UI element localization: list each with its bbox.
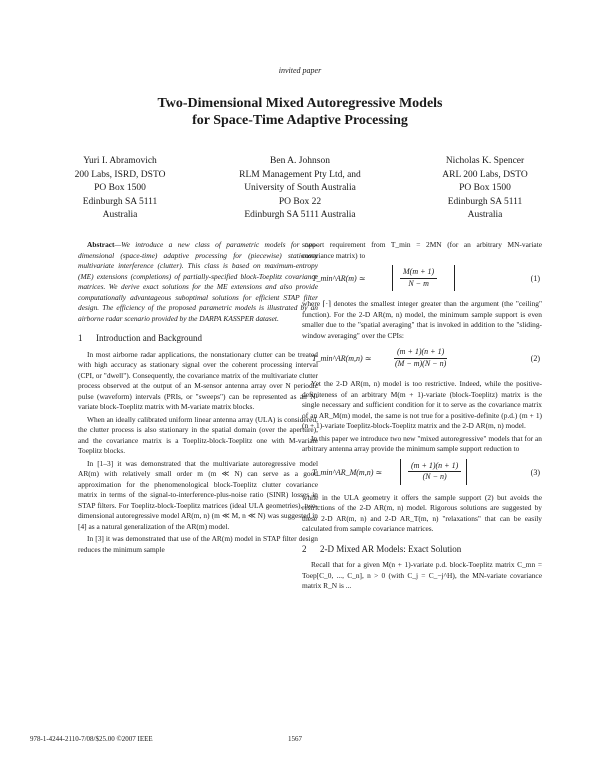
section-number: 2	[302, 543, 307, 554]
equation-number: (2)	[530, 354, 540, 363]
title-line-1: Two-Dimensional Mixed Autoregressive Models	[157, 96, 443, 111]
author-affiliation-line: 200 Labs, ISRD, DSTO	[74, 169, 166, 180]
author-block-3	[405, 155, 565, 223]
body-paragraph: Yet the 2-D AR(m, n) model is too restrictive. Indeed, while the positive-definiteness of an arbitrary M(m + 1)-variate (block-Toeplitz) matrix is the single necessary and sufficient condition for it to serve as the covariance matrix of an AR_M(m) model, the same is not true for a positive-definite (p.d.) (m + 1)(n + 1)-variate Toeplitz-block-Toeplitz matrix and the 2-D AR(m, n) model.	[302, 379, 542, 430]
paper-title	[0, 95, 600, 129]
author-affiliation-line: ARL 200 Labs, DSTO	[442, 169, 528, 180]
author-affiliation-line: Australia	[102, 210, 138, 220]
author-affiliation-line: PO Box 1500	[459, 183, 511, 193]
body-paragraph: support requirement from T_min = 2MN (for an arbitrary MN-variate covariance matrix) to	[302, 240, 542, 260]
title-line-2: for Space-Time Adaptive Processing	[192, 113, 408, 128]
author-block-1	[40, 155, 200, 223]
abstract-label: Abstract	[87, 240, 115, 249]
equation-3	[302, 459, 542, 489]
footer-isbn: 978-1-4244-2110-7/08/$25.00 ©2007 IEEE	[30, 735, 153, 743]
equation-number: (1)	[530, 274, 540, 283]
abstract	[78, 240, 318, 324]
body-paragraph: Recall that for a given M(n + 1)-variate p.d. block-Toeplitz matrix C_mn = Toep[C_0, ..., C_n], n > 0 (with C_j = C_−j^H), the MN-variate covariance matrix R_N is ...	[302, 560, 542, 590]
body-paragraph: In this paper we introduce two new "mixed autoregressive" models that for an arbitrary antenna array provide the minimum sample support reduction to	[302, 433, 542, 453]
body-paragraph: where ⌈·⌉ denotes the smallest integer greater than the argument (the "ceiling" function). For the 2-D AR(m, n) model, the minimum sample support is even smaller due to the "spatial averaging" that is invoked in addition to the "sliding-window averaging" over the CPIs:	[302, 299, 542, 340]
invited-paper-label: invited paper	[278, 66, 322, 75]
equation-numerator: (m + 1)(n + 1)	[394, 347, 447, 359]
abstract-text: —We introduce a new class of parametric models for two-dimensional (space-time) adaptive processing for (piecewise) stationary multivariate interference (clutter). This class is based on maximum-entropy (ME) extensions (completions) of partially-specified block-Toeplitz covariance matrices. We derive exact solutions for the ME extensions and also provide computationally advantageous suboptimal solutions for efficient STAP filter design. The efficiency of the proposed parametric models is illustrated by an airborne radar scenario provided by the DARPA KASSPER dataset.	[78, 240, 318, 323]
author-affiliation-line: Australia	[467, 210, 503, 220]
equation-number: (3)	[530, 467, 540, 477]
author-affiliation-line: Edinburgh SA 5111 Australia	[244, 210, 356, 220]
equation-lhs: T_min^AR_M(m,n) ≃	[312, 467, 383, 477]
equation-lhs: T_min^AR(m) ≃	[312, 274, 366, 283]
author-affiliation-line: University of South Australia	[244, 183, 356, 193]
author-name: Yuri I. Abramovich	[83, 156, 157, 166]
right-column	[302, 240, 542, 594]
equation-denominator: (M − m)(N − n)	[395, 358, 447, 368]
equation-1	[302, 265, 542, 295]
equation-numerator: (m + 1)(n + 1)	[408, 461, 461, 473]
author-affiliation-line: PO Box 1500	[94, 183, 146, 193]
section-number: 1	[78, 333, 83, 343]
body-paragraph: In most airborne radar applications, the nonstationary clutter can be treated with high accuracy as stationary signal over the coherent processing interval (CPI, or "dwell"). Consequently, the covariance matrix of the multivariate clutter process observed at the output of an M-sensor antenna array over N periodic pulse (waveform) intervals (PRIs, or "sweeps") can be represented as an N-variate block-Toeplitz matrix with M-variate matrix blocks.	[78, 349, 318, 411]
author-affiliation-line: Edinburgh SA 5111	[447, 196, 523, 207]
body-paragraph: while in the ULA geometry it offers the sample support (2) but avoids the restrictions of the 2-D AR(m, n) model. Rigorous solutions are suggested by these 2-D AR(m, n) and 2-D AR_T(m, n) "relaxations" that can be easily calculated from sample covariance matrices.	[302, 492, 542, 533]
body-paragraph: In [3] it was demonstrated that use of the AR(m) model in STAP filter design reduces the minimum sample	[78, 534, 318, 554]
author-affiliation-line: PO Box 22	[278, 196, 322, 207]
equation-2	[302, 345, 542, 375]
author-name: Ben A. Johnson	[270, 156, 330, 166]
author-name: Nicholas K. Spencer	[445, 156, 525, 166]
section-heading-2	[302, 544, 542, 555]
body-paragraph: In [1–3] it was demonstrated that the multivariate autoregressive model AR(m) with relatively small order m (m ≪ N) can serve as a good approximation for the phenomenological block-Toeplitz clutter covariance matrix in terms of the signal-to-interference-plus-noise ratio (SINR) losses in STAP filters. For Toeplitz-block-Toeplitz matrices (ideal ULA geometries), two-dimensional autoregressive model AR(m, n) (m ≪ M, n ≪ N) was suggested in [4] as a natural generalization of the AR(m) model.	[78, 458, 318, 531]
author-affiliation-line: Edinburgh SA 5111	[82, 196, 158, 207]
left-column	[78, 240, 318, 557]
author-affiliation-line: RLM Management Pty Ltd, and	[239, 169, 361, 180]
section-title: 2-D Mixed AR Models: Exact Solution	[320, 543, 462, 554]
body-paragraph: When an ideally calibrated uniform linear antenna array (ULA) is considered, the clutter process is also stationary in the spatial domain (over the aperture), and the covariance matrix is a Toeplitz-block-Toeplitz one with M-variate Toeplitz blocks.	[78, 414, 318, 455]
equation-lhs: T_min^AR(m,n) ≃	[312, 354, 372, 363]
equation-denominator: N − m	[408, 278, 429, 288]
section-title: Introduction and Background	[96, 333, 202, 343]
equation-denominator: (N − n)	[422, 472, 447, 481]
page-number: 1567	[288, 735, 302, 743]
equation-numerator: M(m + 1)	[400, 267, 437, 279]
section-heading-1	[78, 333, 318, 344]
author-block-2	[210, 155, 390, 223]
